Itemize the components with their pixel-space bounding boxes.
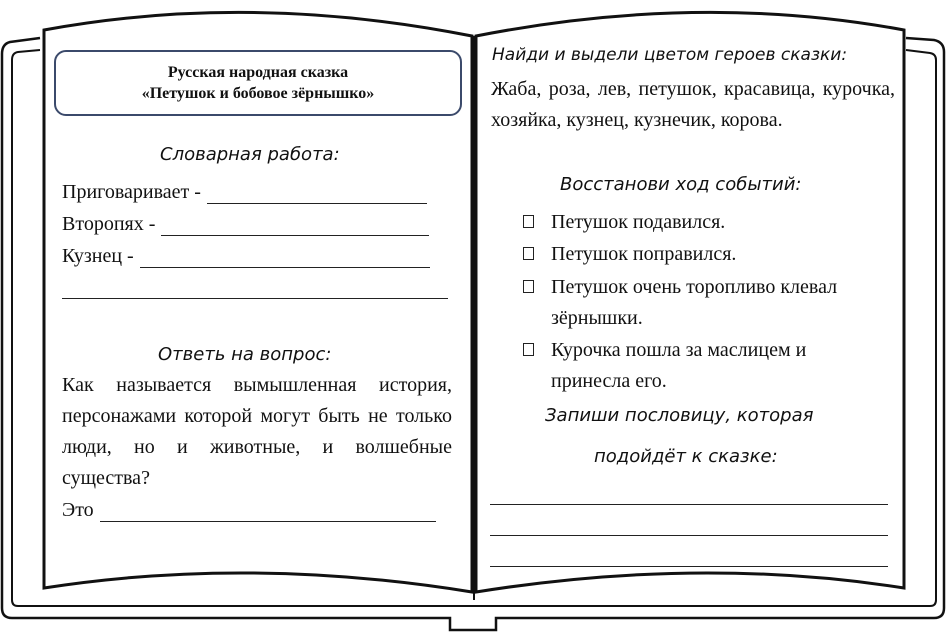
event-checkbox-3[interactable]	[523, 280, 534, 293]
event-4-text-line1: Курочка пошла за маслицем и	[551, 339, 807, 361]
proverb-line-1[interactable]	[490, 504, 888, 505]
events-heading: Восстанови ход событий:	[560, 174, 802, 195]
event-checkbox-2[interactable]	[523, 247, 534, 260]
proverb-line-2[interactable]	[490, 535, 888, 536]
vocab-answer-line-2[interactable]	[161, 219, 429, 236]
proverb-line-3[interactable]	[490, 566, 888, 567]
story-title-line2: «Петушок и бобовое зёрнышко»	[141, 85, 375, 102]
event-1	[551, 207, 725, 238]
vocab-row-2	[62, 213, 429, 236]
heroes-list[interactable]: Жаба, роза, лев, петушок, красавица, курочка, хозяйка, кузнец, кузнечик, корова.	[491, 78, 895, 131]
heroes-heading: Найди и выдели цветом героев сказки:	[492, 45, 848, 65]
vocab-heading: Словарная работа:	[160, 144, 340, 165]
vocab-extra-line[interactable]	[62, 298, 448, 299]
proverb-heading-line2: подойдёт к сказке:	[594, 446, 778, 467]
event-3-text-line1: Петушок очень торопливо клевал	[551, 276, 838, 298]
story-title-box	[54, 50, 462, 116]
event-3-text-line2: зёрнышки.	[551, 307, 643, 329]
vocab-row-1	[62, 181, 427, 204]
question-text: Как называется вымышленная история, персонажами которой могут быть не только люди, но и животные, и волшебные существа?	[62, 374, 452, 489]
vocab-word-1: Приговаривает -	[62, 181, 201, 203]
answer-line[interactable]	[100, 505, 436, 522]
event-4	[551, 335, 806, 397]
event-4-text-line2: принесла его.	[551, 370, 667, 392]
vocab-answer-line-1[interactable]	[207, 187, 427, 204]
vocab-row-3	[62, 245, 430, 268]
vocab-word-2: Второпях -	[62, 213, 156, 235]
question-heading: Ответь на вопрос:	[158, 344, 332, 365]
proverb-heading-line1: Запиши пословицу, которая	[545, 405, 814, 426]
vocab-word-3: Кузнец -	[62, 245, 134, 267]
event-checkbox-1[interactable]	[523, 215, 534, 228]
event-1-text: Петушок подавился.	[551, 211, 726, 233]
vocab-answer-line-3[interactable]	[140, 251, 430, 268]
answer-prefix: Это	[62, 499, 94, 521]
event-checkbox-4[interactable]	[523, 343, 534, 356]
event-3	[551, 272, 837, 334]
event-2-text: Петушок поправился.	[551, 243, 737, 265]
story-title-line1: Русская народная сказка	[167, 64, 349, 81]
answer-row	[62, 499, 436, 522]
event-2	[551, 239, 736, 270]
